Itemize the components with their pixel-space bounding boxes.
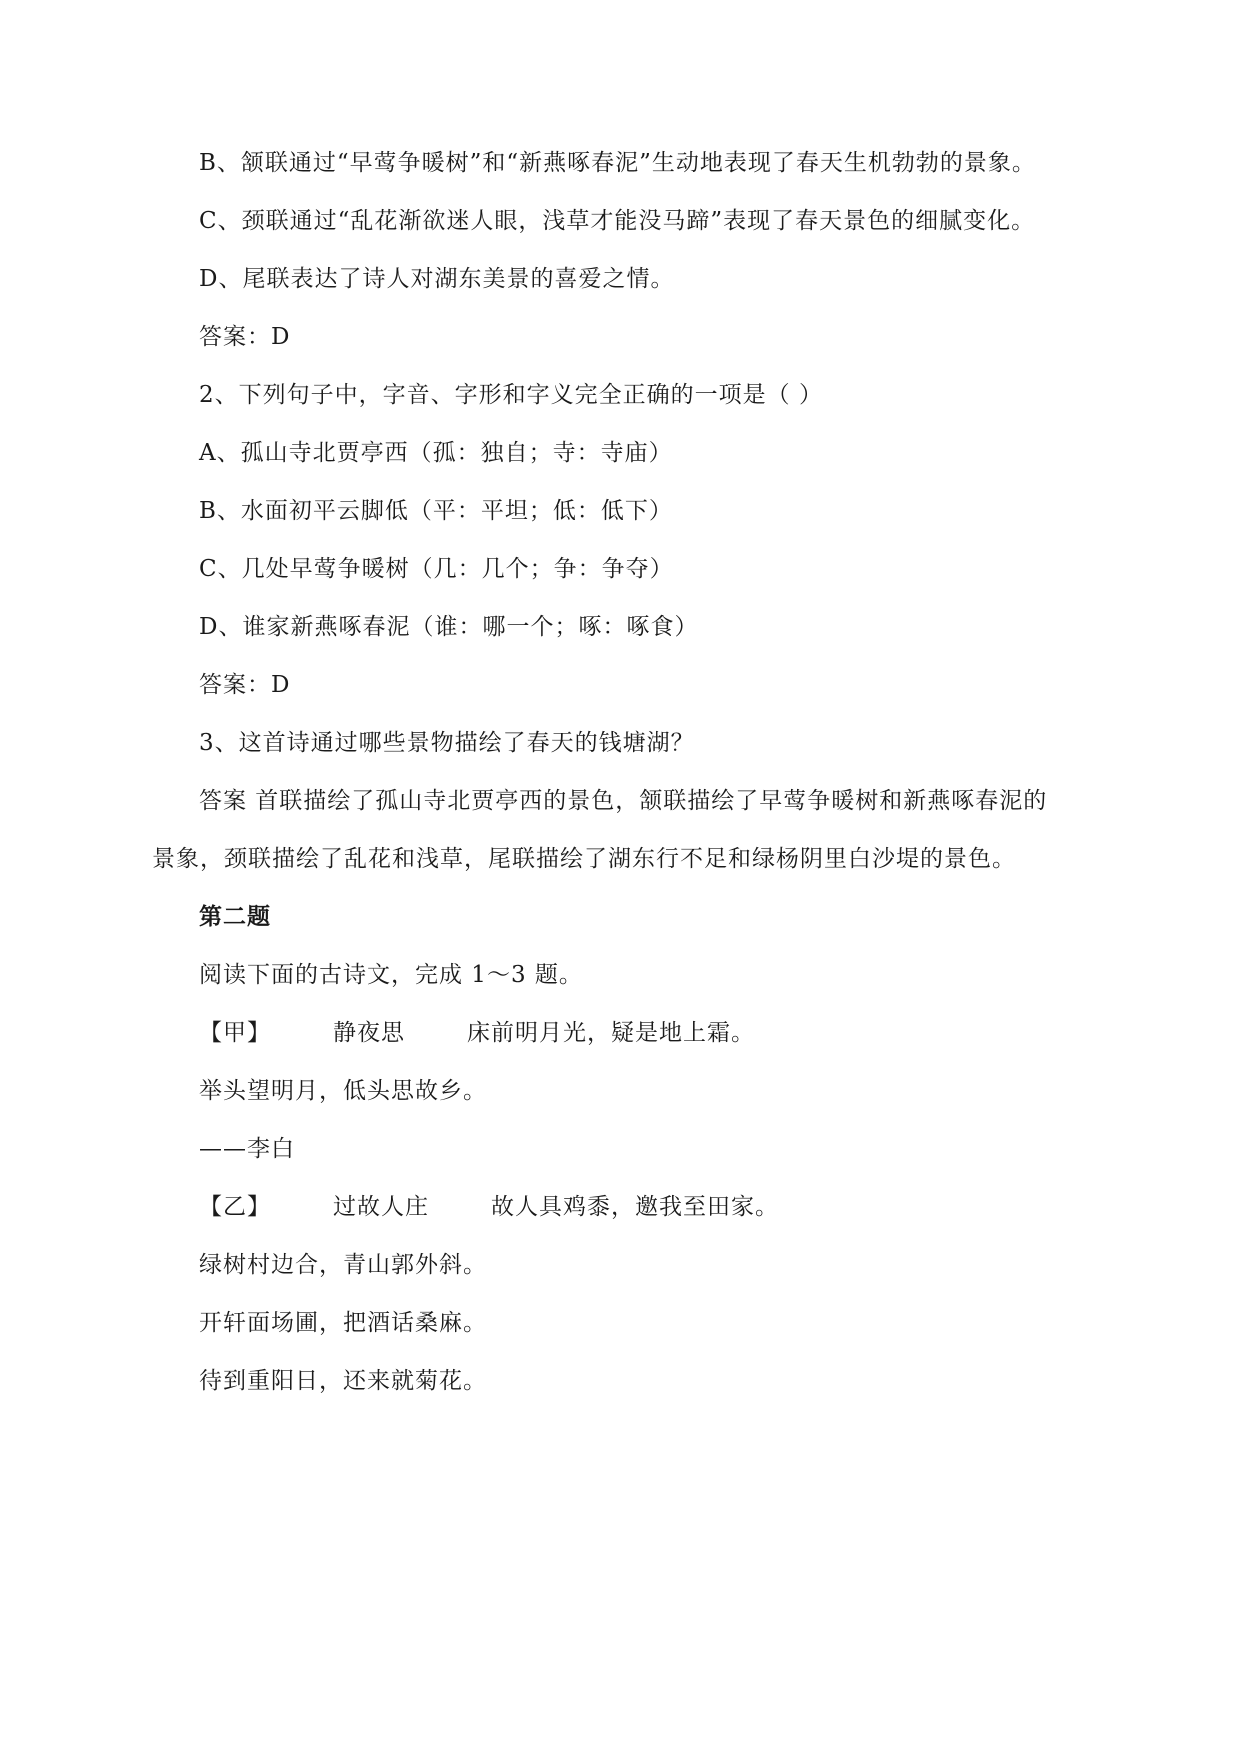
poem-b-line2: 绿树村边合，青山郭外斜。 <box>199 1252 487 1278</box>
q1-answer: 答案：D <box>199 324 291 350</box>
poem-b-title: 过故人庄 <box>333 1194 429 1220</box>
q1-option-d: D、尾联表达了诗人对湖东美景的喜爱之情。 <box>199 266 675 292</box>
poem-a-marker: 【甲】 <box>199 1020 271 1046</box>
q2-option-a: A、孤山寺北贾亭西（孤：独自；寺：寺庙） <box>199 440 673 466</box>
q2-option-b: B、水面初平云脚低（平：平坦；低：低下） <box>199 498 673 524</box>
poem-a-line1: 床前明月光，疑是地上霜。 <box>467 1020 755 1046</box>
poem-b-line3: 开轩面场圃，把酒话桑麻。 <box>199 1310 487 1336</box>
q1-option-b: B、颔联通过“早莺争暖树”和“新燕啄春泥”生动地表现了春天生机勃勃的景象。 <box>199 150 1036 176</box>
poem-a-line2: 举头望明月，低头思故乡。 <box>199 1078 487 1104</box>
q2-answer: 答案：D <box>199 672 291 698</box>
q3-answer-line1: 答案 首联描绘了孤山寺北贾亭西的景色，颔联描绘了早莺争暖树和新燕啄春泥的 <box>199 788 1048 814</box>
q2-option-c: C、几处早莺争暖树（几：几个；争：争夺） <box>199 556 674 582</box>
section-heading: 第二题 <box>199 904 271 930</box>
poem-a-title: 静夜思 <box>333 1020 405 1046</box>
poem-b-line4: 待到重阳日，还来就菊花。 <box>199 1368 487 1394</box>
q2-option-d: D、谁家新燕啄春泥（谁：哪一个；啄：啄食） <box>199 614 699 640</box>
q2-stem: 2、下列句子中，字音、字形和字义完全正确的一项是（ ） <box>199 382 823 408</box>
poem-a-header <box>199 1018 755 1048</box>
poem-b-line1: 故人具鸡黍，邀我至田家。 <box>491 1194 779 1220</box>
q1-option-c: C、颈联通过“乱花渐欲迷人眼，浅草才能没马蹄”表现了春天景色的细腻变化。 <box>199 208 1036 234</box>
poem-b-marker: 【乙】 <box>199 1194 271 1220</box>
q3-answer-line2: 景象，颈联描绘了乱花和浅草，尾联描绘了湖东行不足和绿杨阴里白沙堤的景色。 <box>152 846 1016 872</box>
section-instruction: 阅读下面的古诗文，完成 1～3 题。 <box>199 962 583 988</box>
q3-stem: 3、这首诗通过哪些景物描绘了春天的钱塘湖？ <box>199 730 695 756</box>
poem-b-header <box>199 1192 779 1222</box>
poem-a-author: ——李白 <box>199 1136 295 1162</box>
